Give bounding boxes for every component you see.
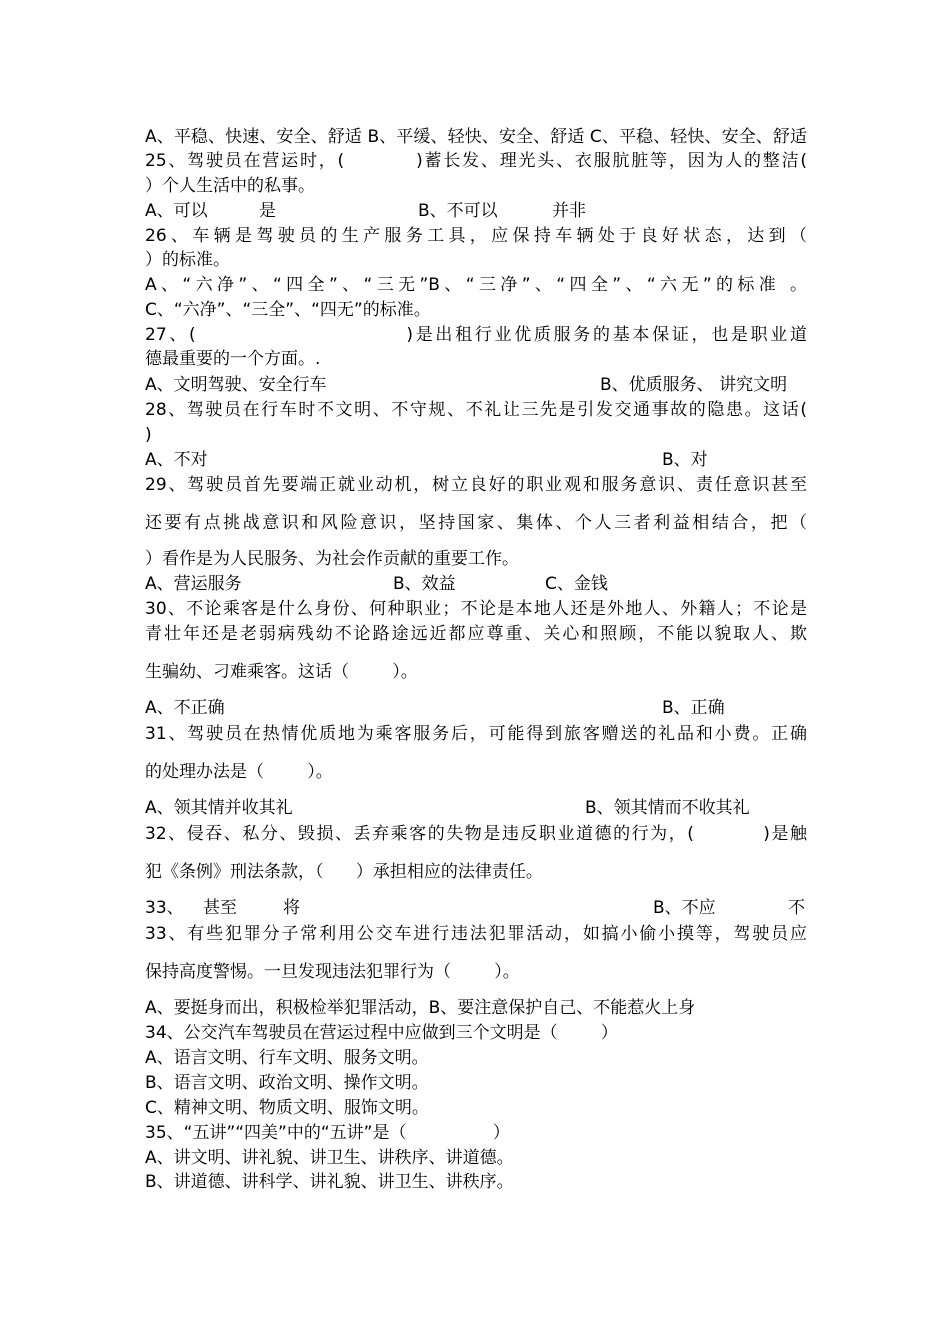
text-line: A、语言文明、行车文明、服务文明。 [145,1048,429,1068]
text-line: B、讲道德、讲科学、讲礼貌、讲卫生、讲秩序。 [145,1172,514,1192]
option-text: 将 [283,898,300,918]
option-text: 并非 [552,201,586,221]
option-text: B、领其情而不收其礼 [585,798,750,818]
option-text: B、正确 [662,698,725,718]
option-text: B、不可以 [418,201,498,221]
text-line: 28、驾驶员在行车时不文明、不守规、不礼让三先是引发交通事故的隐患。这话( [145,400,807,420]
option-text: 是 [259,201,276,221]
option-text: A、营运服务 [145,574,242,594]
option-text: 甚至 [203,898,237,918]
option-text: 33、 [145,898,184,918]
option-text: C、金钱 [545,574,608,594]
option-text: A、不对 [145,450,208,470]
options-line [145,697,807,719]
text-line: 32、侵吞、私分、毁损、丢弃乘客的失物是违反职业道德的行为，( )是触 [145,824,807,844]
text-line: 30、不论乘客是什么身份、何种职业；不论是本地人还是外地人、外籍人；不论是 [145,599,807,619]
text-line: 27、( )是出租行业优质服务的基本保证，也是职业道 [145,325,807,345]
option-text: A、不正确 [145,698,225,718]
text-line: ）的标准。 [145,250,230,270]
text-line: 29、驾驶员首先要端正就业动机，树立良好的职业观和服务意识、责任意识甚至 [145,475,807,495]
text-line: 还要有点挑战意识和风险意识，坚持国家、集体、个人三者利益相结合，把（ [145,513,807,533]
text-line: B、语言文明、政治文明、操作文明。 [145,1073,429,1093]
text-line: C、“六净”、“三全”、“四无”的标准。 [145,300,431,320]
text-line: 的处理办法是（ ）。 [145,762,333,782]
option-text: B、不应 [653,898,716,918]
text-line: C、精神文明、物质文明、服饰文明。 [145,1098,429,1118]
option-text: A、领其情并收其礼 [145,798,293,818]
option-text: A、可以 [145,201,208,221]
options-line [145,200,807,222]
text-line: A、“六净”、“四全”、“三无”B、“三净”、“四全”、“六无”的标准 。 [145,275,807,295]
text-line: 保持高度警惕。一旦发现违法犯罪行为（ ）。 [145,962,520,982]
options-line [145,573,807,595]
text-line: 26、车辆是驾驶员的生产服务工具，应保持车辆处于良好状态，达到（ [145,226,807,246]
option-text: B、优质服务、 讲究文明 [600,375,788,395]
option-text: A、文明驾驶、安全行车 [145,375,327,395]
options-line [145,449,807,471]
text-line: 33、有些犯罪分子常利用公交车进行违法犯罪活动，如搞小偷小摸等，驾驶员应 [145,924,807,944]
text-line: 34、公交汽车驾驶员在营运过程中应做到三个文明是（ ） [145,1023,618,1043]
option-text: B、对 [662,450,708,470]
text-line: ）个人生活中的私事。 [145,176,315,196]
text-line: 31、驾驶员在热情优质地为乘客服务后，可能得到旅客赠送的礼品和小费。正确 [145,724,807,744]
options-line [145,374,807,396]
option-text: 不 [788,898,805,918]
text-line: 德最重要的一个方面。. [145,349,321,369]
text-line: 生骗幼、刁难乘客。这话（ ）。 [145,662,418,682]
option-text: B、效益 [393,574,456,594]
text-line: 青壮年还是老弱病残幼不论路途远近都应尊重、关心和照顾，不能以貌取人、欺 [145,624,807,644]
text-line: A、讲文明、讲礼貌、讲卫生、讲秩序、讲道德。 [145,1148,514,1168]
text-line: 犯《条例》刑法条款，（ ）承担相应的法律责任。 [145,862,543,882]
options-line [145,797,807,819]
text-line: 25、驾驶员在营运时，( )蓄长发、理光头、衣服肮脏等，因为人的整洁( [145,151,807,171]
text-line: ）看作是为人民服务、为社会作贡献的重要工作。 [145,549,519,569]
text-line: 35、“五讲”“四美”中的“五讲”是（ ） [145,1123,510,1143]
text-line: A、要挺身而出，积极检举犯罪活动，B、要注意保护自己、不能惹火上身 [145,998,696,1018]
text-line: A、平稳、快速、安全、舒适 B、平缓、轻快、安全、舒适 C、平稳、轻快、安全、舒适 [145,127,807,147]
options-line [145,897,807,919]
text-line: ) [145,425,152,445]
